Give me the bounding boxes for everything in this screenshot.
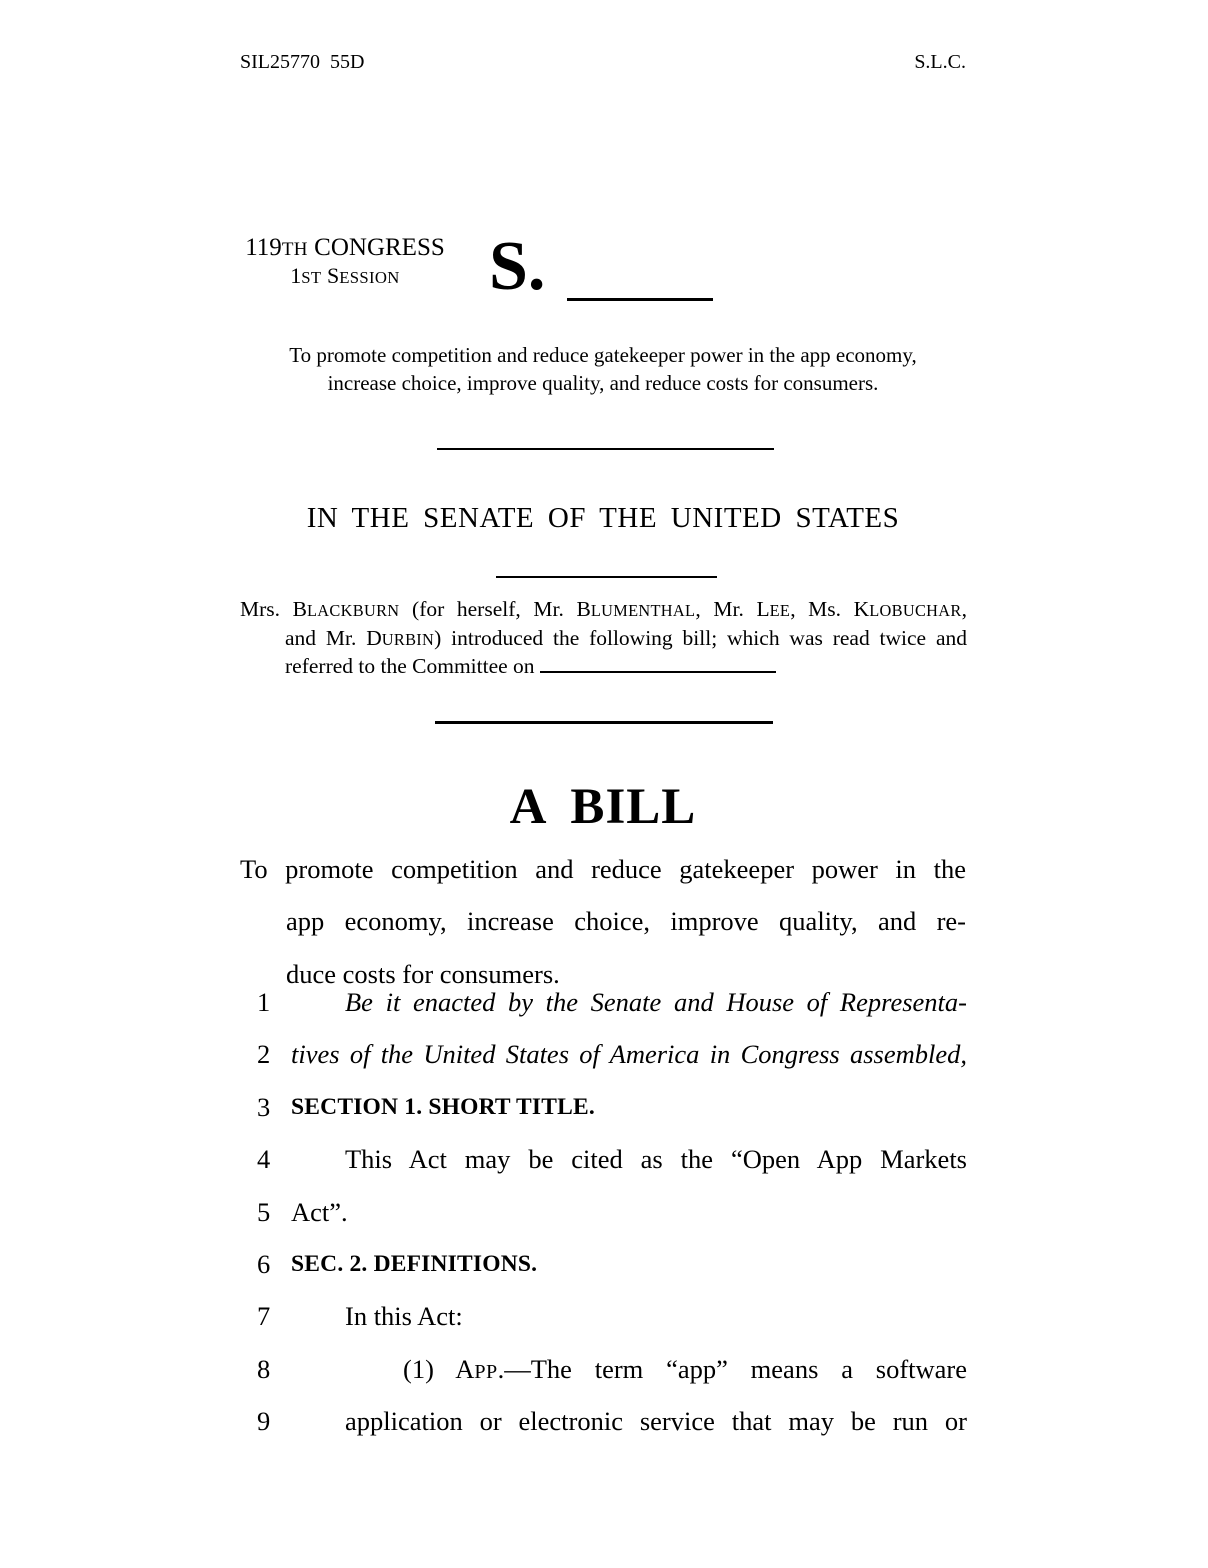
text-segment: ) introduced the following bill; which was read twice and xyxy=(434,625,967,650)
line-text xyxy=(291,1081,967,1133)
sponsor-paragraph xyxy=(240,596,967,680)
line-text xyxy=(291,1290,967,1342)
text-segment: (for herself, Mr. B xyxy=(399,597,591,621)
text-segment: Mrs. B xyxy=(240,597,307,621)
text-segment: , Mr. L xyxy=(695,597,770,621)
line-text xyxy=(291,1133,967,1185)
line-text xyxy=(291,1238,967,1290)
divider-rule-top xyxy=(437,448,774,450)
line-number: 3 xyxy=(257,1091,271,1122)
text-segment: tives of the United States of America in Congress assembled, xyxy=(291,1039,967,1070)
text-segment: .—The term “app” means a software xyxy=(497,1353,967,1384)
official-title-line: To promote competition and reduce gatekeeper power in the app economy, xyxy=(289,343,917,367)
text-segment: 1 xyxy=(290,263,302,288)
bill-line xyxy=(240,1238,967,1290)
official-title-preamble xyxy=(240,342,966,397)
line-text xyxy=(291,1028,967,1080)
bill-line xyxy=(240,1081,967,1133)
text-segment: 119 xyxy=(245,234,282,261)
bill-body xyxy=(240,976,967,1448)
bill-number: S. xyxy=(489,228,546,305)
text-segment: Be it enacted by the Senate and House of Representa- xyxy=(345,987,967,1017)
text-segment: LUMENTHAL xyxy=(590,601,696,620)
text-segment: (1) A xyxy=(403,1353,475,1384)
senate-heading: IN THE SENATE OF THE UNITED STATES xyxy=(306,502,900,534)
line-number: 8 xyxy=(257,1353,271,1384)
congress-session-block xyxy=(240,234,450,290)
text-segment: LACKBURN xyxy=(306,601,400,620)
sponsor-line xyxy=(240,596,967,625)
text-segment: and Mr. D xyxy=(285,625,382,650)
congress-line xyxy=(240,234,450,263)
text-segment: In this Act: xyxy=(345,1301,463,1332)
slc-label: S.L.C. xyxy=(914,51,966,73)
official-title-line: increase choice, improve quality, and reduce costs for consumers. xyxy=(327,370,879,395)
long-title-line: app economy, increase choice, improve quality, and re- xyxy=(286,906,966,937)
text-segment: S xyxy=(321,263,340,288)
text-segment: referred to the Committee on xyxy=(285,654,540,679)
bill-line xyxy=(240,976,967,1028)
line-number: 5 xyxy=(257,1196,271,1227)
sponsor-line xyxy=(240,653,967,680)
bill-line xyxy=(240,1343,967,1395)
bill-line xyxy=(240,1028,967,1080)
text-segment: CONGRESS xyxy=(307,234,445,261)
bill-line xyxy=(240,1133,967,1185)
session-line xyxy=(240,263,450,290)
text-segment: LOBUCHAR xyxy=(869,601,962,620)
line-number: 7 xyxy=(257,1301,271,1332)
committee-blank-line xyxy=(540,671,776,673)
text-segment: EE xyxy=(769,601,791,620)
divider-rule-short xyxy=(496,576,717,578)
text-segment: This Act may be cited as the “Open App Markets xyxy=(345,1144,967,1175)
text-segment: TH xyxy=(281,239,308,260)
line-number: 4 xyxy=(257,1144,271,1175)
bill-title: A BILL xyxy=(509,779,697,835)
text-segment: application or electronic service that may be run or xyxy=(345,1406,967,1437)
divider-rule-bottom xyxy=(435,721,773,724)
text-segment: ESSION xyxy=(339,268,400,287)
bill-line xyxy=(240,1186,967,1238)
line-number: 9 xyxy=(257,1406,271,1437)
line-number: 1 xyxy=(257,987,271,1017)
line-text xyxy=(291,1395,967,1447)
line-text xyxy=(291,1343,967,1395)
text-segment: SEC. 2. DEFINITIONS. xyxy=(291,1250,538,1277)
text-segment: ST xyxy=(301,268,322,287)
text-segment: Act”. xyxy=(291,1196,348,1227)
bill-line xyxy=(240,1395,967,1447)
line-text xyxy=(291,1186,967,1238)
line-number: 6 xyxy=(257,1248,271,1279)
text-segment: PP xyxy=(474,1360,498,1383)
bill-number-blank-line xyxy=(567,298,713,301)
line-number: 2 xyxy=(257,1039,271,1070)
bill-line xyxy=(240,1290,967,1342)
line-text xyxy=(291,976,967,1028)
text-segment: , xyxy=(961,597,968,621)
page-header xyxy=(240,50,966,74)
long-title-line: duce costs for consumers. xyxy=(286,958,560,989)
sponsor-line xyxy=(240,625,967,654)
text-segment: URBIN xyxy=(381,629,435,649)
text-segment: SECTION 1. SHORT TITLE. xyxy=(291,1093,595,1120)
long-title-line: To promote competition and reduce gatekeeper power in the xyxy=(240,854,966,884)
text-segment: , Ms. K xyxy=(790,597,870,621)
draft-code: SIL25770 55D xyxy=(240,51,365,73)
